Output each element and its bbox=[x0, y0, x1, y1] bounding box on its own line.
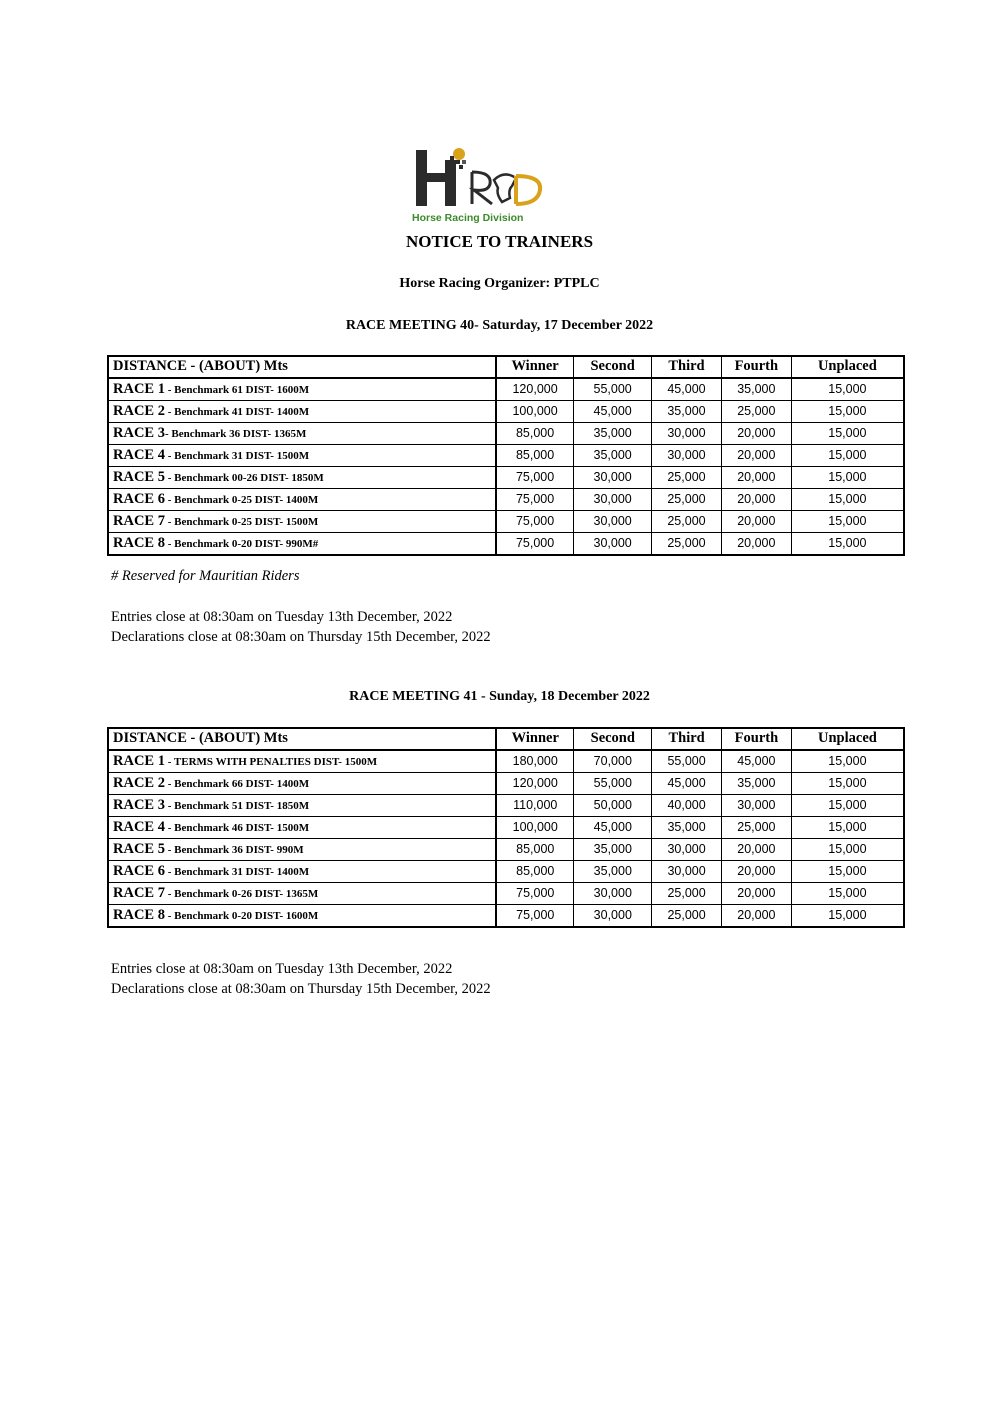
prize-cell: 25,000 bbox=[721, 400, 791, 422]
declarations-close: Declarations close at 08:30am on Thursday 15th December, 2022 bbox=[111, 629, 491, 645]
table-row bbox=[108, 838, 904, 860]
table-header-row bbox=[108, 356, 904, 378]
table-row bbox=[108, 860, 904, 882]
prize-cell: 15,000 bbox=[791, 444, 904, 466]
race-description: - Benchmark 0-20 DIST- 990M# bbox=[164, 537, 319, 550]
race-description: - Benchmark 46 DIST- 1500M bbox=[164, 821, 310, 834]
prize-cell: 15,000 bbox=[791, 750, 904, 773]
race-description: - Benchmark 0-20 DIST- 1600M bbox=[164, 909, 319, 922]
prize-cell: 85,000 bbox=[496, 444, 574, 466]
race-name-cell bbox=[108, 444, 496, 466]
race-name-cell bbox=[108, 816, 496, 838]
race-description: - Benchmark 31 DIST- 1500M bbox=[164, 449, 310, 462]
organizer-line: Horse Racing Organizer: PTPLC bbox=[399, 276, 600, 291]
column-header: DISTANCE - (ABOUT) Mts bbox=[108, 356, 496, 378]
race-description: - Benchmark 0-26 DIST- 1365M bbox=[164, 887, 319, 900]
prize-cell: 35,000 bbox=[652, 816, 722, 838]
prize-cell: 15,000 bbox=[791, 860, 904, 882]
race-name-cell bbox=[108, 838, 496, 860]
prize-cell: 30,000 bbox=[652, 422, 722, 444]
race-table bbox=[107, 727, 905, 928]
prize-cell: 20,000 bbox=[721, 510, 791, 532]
prize-cell: 25,000 bbox=[652, 904, 722, 927]
prize-cell: 35,000 bbox=[574, 444, 652, 466]
prize-cell: 15,000 bbox=[791, 422, 904, 444]
race-name-cell bbox=[108, 860, 496, 882]
prize-cell: 30,000 bbox=[574, 882, 652, 904]
prize-cell: 35,000 bbox=[574, 860, 652, 882]
table-row bbox=[108, 488, 904, 510]
prize-cell: 25,000 bbox=[652, 466, 722, 488]
column-header: DISTANCE - (ABOUT) Mts bbox=[108, 728, 496, 750]
race-name-cell bbox=[108, 400, 496, 422]
race-table bbox=[107, 355, 905, 556]
prize-cell: 30,000 bbox=[574, 466, 652, 488]
column-header: Winner bbox=[496, 728, 574, 750]
prize-cell: 70,000 bbox=[574, 750, 652, 773]
prize-cell: 30,000 bbox=[652, 444, 722, 466]
prize-cell: 85,000 bbox=[496, 860, 574, 882]
race-label: RACE 8 bbox=[113, 534, 165, 551]
column-header: Third bbox=[652, 356, 722, 378]
table-row bbox=[108, 510, 904, 532]
meeting-heading: RACE MEETING 41 - Sunday, 18 December 2022 bbox=[349, 689, 650, 704]
race-description: - TERMS WITH PENALTIES DIST- 1500M bbox=[164, 755, 378, 768]
table-row bbox=[108, 532, 904, 555]
table-row bbox=[108, 882, 904, 904]
prize-cell: 110,000 bbox=[496, 794, 574, 816]
prize-cell: 45,000 bbox=[574, 816, 652, 838]
column-header: Unplaced bbox=[791, 728, 904, 750]
race-label: RACE 2 bbox=[113, 774, 165, 791]
column-header: Winner bbox=[496, 356, 574, 378]
prize-cell: 25,000 bbox=[652, 882, 722, 904]
race-name-cell bbox=[108, 904, 496, 927]
race-description: - Benchmark 00-26 DIST- 1850M bbox=[164, 471, 324, 484]
prize-cell: 45,000 bbox=[721, 750, 791, 773]
prize-cell: 20,000 bbox=[721, 444, 791, 466]
prize-cell: 55,000 bbox=[574, 378, 652, 401]
prize-cell: 45,000 bbox=[574, 400, 652, 422]
table-row bbox=[108, 444, 904, 466]
prize-cell: 50,000 bbox=[574, 794, 652, 816]
prize-cell: 45,000 bbox=[652, 772, 722, 794]
column-header: Second bbox=[574, 728, 652, 750]
race-label: RACE 3 bbox=[113, 796, 165, 813]
prize-cell: 30,000 bbox=[652, 838, 722, 860]
race-description: - Benchmark 61 DIST- 1600M bbox=[164, 383, 310, 396]
race-label: RACE 5 bbox=[113, 468, 165, 485]
race-name-cell bbox=[108, 378, 496, 401]
race-name-cell bbox=[108, 532, 496, 555]
race-name-cell bbox=[108, 422, 496, 444]
race-name-cell bbox=[108, 794, 496, 816]
prize-cell: 15,000 bbox=[791, 510, 904, 532]
prize-cell: 35,000 bbox=[652, 400, 722, 422]
prize-cell: 120,000 bbox=[496, 378, 574, 401]
prize-cell: 15,000 bbox=[791, 794, 904, 816]
table-row bbox=[108, 904, 904, 927]
prize-cell: 20,000 bbox=[721, 466, 791, 488]
prize-cell: 20,000 bbox=[721, 904, 791, 927]
race-label: RACE 6 bbox=[113, 490, 165, 507]
prize-cell: 85,000 bbox=[496, 422, 574, 444]
column-header: Unplaced bbox=[791, 356, 904, 378]
prize-cell: 20,000 bbox=[721, 860, 791, 882]
race-name-cell bbox=[108, 510, 496, 532]
table-row bbox=[108, 422, 904, 444]
declarations-close: Declarations close at 08:30am on Thursday 15th December, 2022 bbox=[111, 981, 491, 997]
column-header: Fourth bbox=[721, 728, 791, 750]
race-description: - Benchmark 0-25 DIST- 1500M bbox=[164, 515, 319, 528]
prize-cell: 75,000 bbox=[496, 904, 574, 927]
table-header-row bbox=[108, 728, 904, 750]
prize-cell: 75,000 bbox=[496, 466, 574, 488]
table-row bbox=[108, 466, 904, 488]
prize-cell: 85,000 bbox=[496, 838, 574, 860]
table-row bbox=[108, 750, 904, 773]
prize-cell: 15,000 bbox=[791, 904, 904, 927]
race-label: RACE 8 bbox=[113, 906, 165, 923]
column-header: Second bbox=[574, 356, 652, 378]
race-name-cell bbox=[108, 466, 496, 488]
logo-caption: Horse Racing Division bbox=[412, 212, 524, 224]
prize-cell: 35,000 bbox=[574, 422, 652, 444]
table-row bbox=[108, 772, 904, 794]
prize-cell: 75,000 bbox=[496, 510, 574, 532]
race-name-cell bbox=[108, 488, 496, 510]
race-description: - Benchmark 41 DIST- 1400M bbox=[164, 405, 310, 418]
prize-cell: 15,000 bbox=[791, 816, 904, 838]
prize-cell: 30,000 bbox=[652, 860, 722, 882]
prize-cell: 75,000 bbox=[496, 488, 574, 510]
column-header: Third bbox=[652, 728, 722, 750]
race-label: RACE 6 bbox=[113, 862, 165, 879]
race-label: RACE 7 bbox=[113, 884, 165, 901]
prize-cell: 30,000 bbox=[574, 488, 652, 510]
prize-cell: 15,000 bbox=[791, 488, 904, 510]
prize-cell: 15,000 bbox=[791, 400, 904, 422]
table-row bbox=[108, 400, 904, 422]
prize-cell: 100,000 bbox=[496, 400, 574, 422]
race-description: - Benchmark 31 DIST- 1400M bbox=[164, 865, 310, 878]
race-label: RACE 3 bbox=[113, 424, 165, 441]
prize-cell: 55,000 bbox=[652, 750, 722, 773]
prize-cell: 30,000 bbox=[574, 904, 652, 927]
prize-cell: 100,000 bbox=[496, 816, 574, 838]
prize-cell: 30,000 bbox=[574, 532, 652, 555]
race-description: - Benchmark 36 DIST- 1365M bbox=[164, 427, 307, 440]
table-row bbox=[108, 816, 904, 838]
race-name-cell bbox=[108, 772, 496, 794]
race-label: RACE 1 bbox=[113, 380, 165, 397]
race-description: - Benchmark 66 DIST- 1400M bbox=[164, 777, 310, 790]
prize-cell: 25,000 bbox=[652, 532, 722, 555]
prize-cell: 75,000 bbox=[496, 532, 574, 555]
prize-cell: 15,000 bbox=[791, 466, 904, 488]
column-header: Fourth bbox=[721, 356, 791, 378]
prize-cell: 25,000 bbox=[721, 816, 791, 838]
meeting-heading: RACE MEETING 40- Saturday, 17 December 2022 bbox=[345, 318, 654, 333]
prize-cell: 55,000 bbox=[574, 772, 652, 794]
prize-cell: 15,000 bbox=[791, 882, 904, 904]
prize-cell: 30,000 bbox=[574, 510, 652, 532]
entries-close: Entries close at 08:30am on Tuesday 13th December, 2022 bbox=[111, 609, 453, 625]
table-row bbox=[108, 378, 904, 401]
prize-cell: 120,000 bbox=[496, 772, 574, 794]
prize-cell: 30,000 bbox=[721, 794, 791, 816]
prize-cell: 20,000 bbox=[721, 882, 791, 904]
prize-cell: 15,000 bbox=[791, 838, 904, 860]
race-label: RACE 2 bbox=[113, 402, 165, 419]
hrd-logo-mark bbox=[412, 146, 546, 218]
prize-cell: 20,000 bbox=[721, 838, 791, 860]
prize-cell: 20,000 bbox=[721, 422, 791, 444]
prize-cell: 15,000 bbox=[791, 378, 904, 401]
prize-cell: 40,000 bbox=[652, 794, 722, 816]
race-description: - Benchmark 0-25 DIST- 1400M bbox=[164, 493, 319, 506]
prize-cell: 180,000 bbox=[496, 750, 574, 773]
prize-cell: 35,000 bbox=[721, 378, 791, 401]
race-label: RACE 4 bbox=[113, 818, 165, 835]
page-title: NOTICE TO TRAINERS bbox=[405, 232, 594, 251]
table-row bbox=[108, 794, 904, 816]
prize-cell: 75,000 bbox=[496, 882, 574, 904]
prize-cell: 35,000 bbox=[574, 838, 652, 860]
prize-cell: 25,000 bbox=[652, 510, 722, 532]
race-description: - Benchmark 51 DIST- 1850M bbox=[164, 799, 310, 812]
race-name-cell bbox=[108, 882, 496, 904]
prize-cell: 15,000 bbox=[791, 532, 904, 555]
race-label: RACE 1 bbox=[113, 752, 165, 769]
race-label: RACE 7 bbox=[113, 512, 165, 529]
entries-close: Entries close at 08:30am on Tuesday 13th December, 2022 bbox=[111, 961, 453, 977]
race-label: RACE 5 bbox=[113, 840, 165, 857]
prize-cell: 20,000 bbox=[721, 532, 791, 555]
race-label: RACE 4 bbox=[113, 446, 165, 463]
footnote: # Reserved for Mauritian Riders bbox=[111, 568, 300, 584]
prize-cell: 15,000 bbox=[791, 772, 904, 794]
race-description: - Benchmark 36 DIST- 990M bbox=[164, 843, 304, 856]
prize-cell: 45,000 bbox=[652, 378, 722, 401]
race-name-cell bbox=[108, 750, 496, 773]
prize-cell: 25,000 bbox=[652, 488, 722, 510]
prize-cell: 35,000 bbox=[721, 772, 791, 794]
prize-cell: 20,000 bbox=[721, 488, 791, 510]
